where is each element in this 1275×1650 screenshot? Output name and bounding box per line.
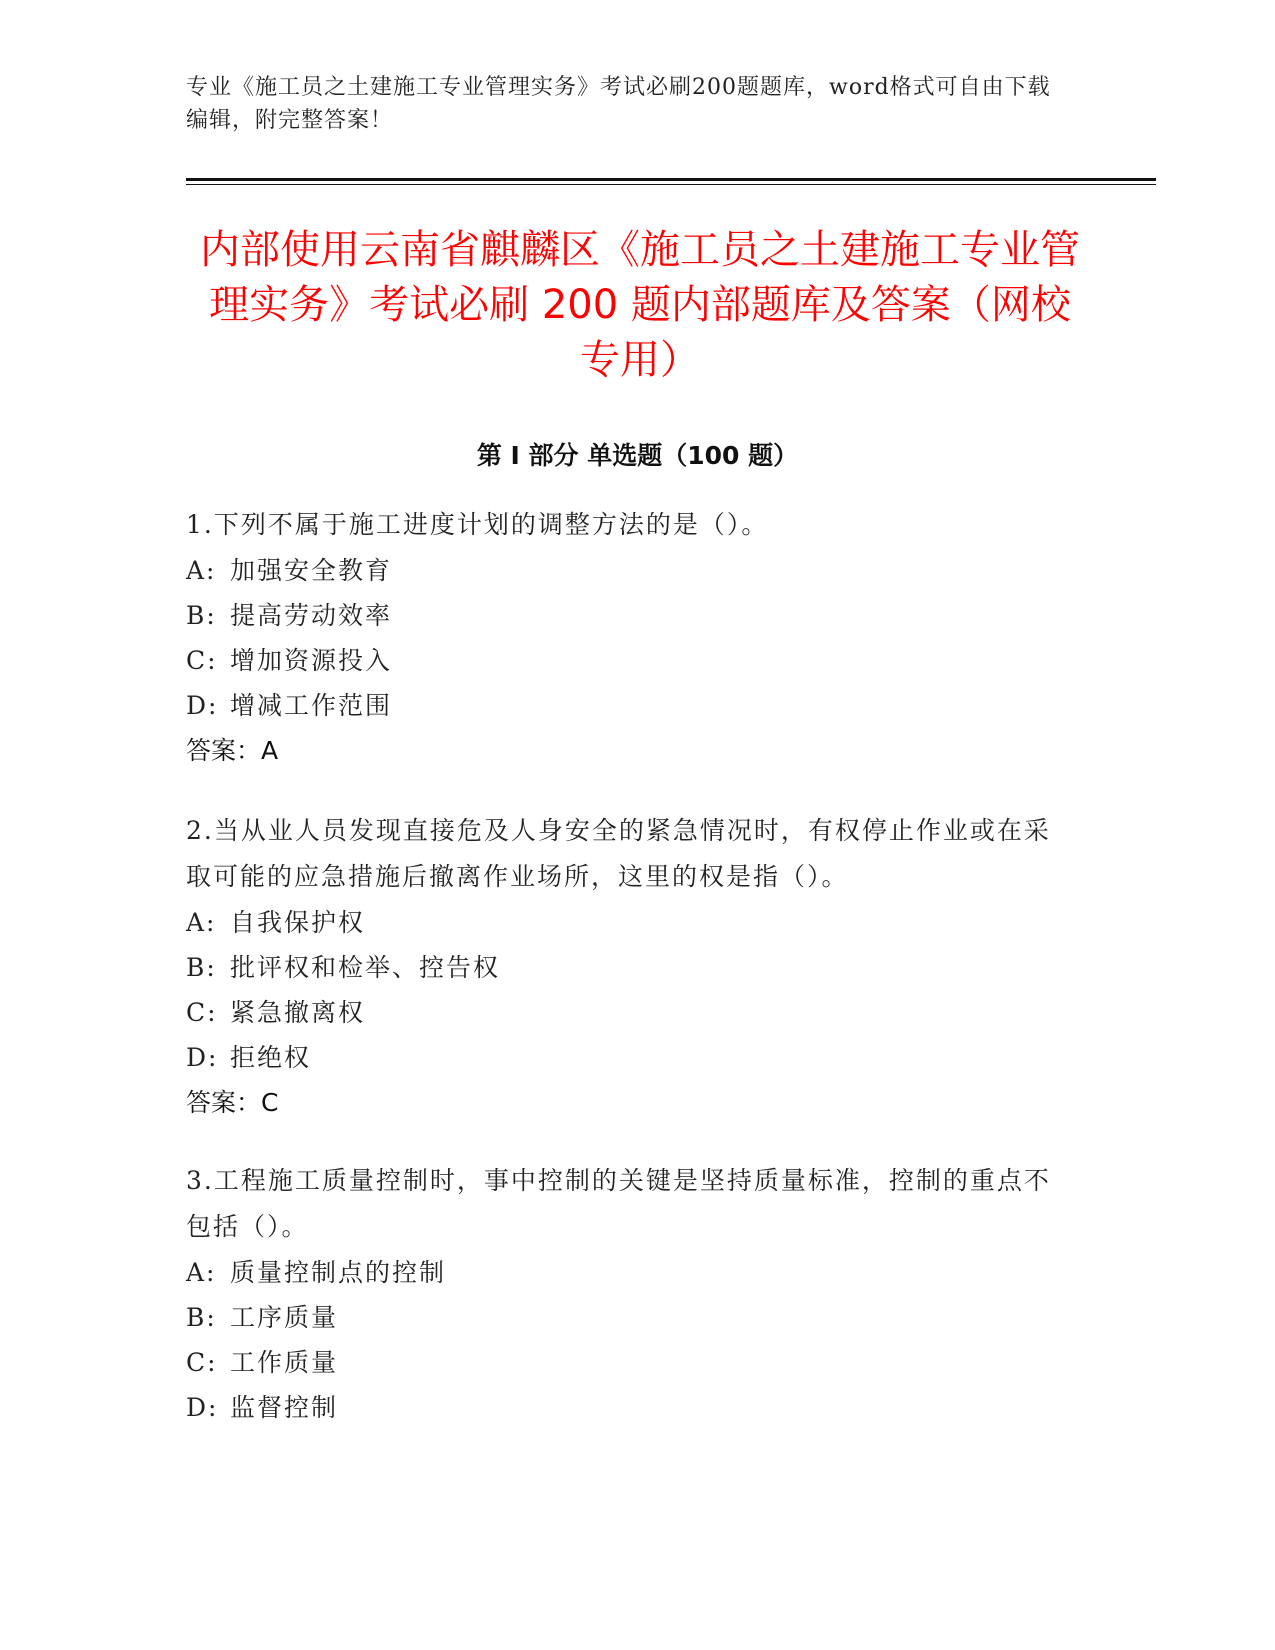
answer-value: C (261, 1088, 279, 1117)
option-d (186, 1035, 1066, 1080)
question-stem (186, 502, 1066, 548)
option-key: B: (186, 1303, 217, 1332)
document-title: 内部使用云南省麒麟区《施工员之土建施工专业管理实务》考试必刷 200 题内部题库及答案（网校专用） (200, 227, 1080, 383)
option-a (186, 900, 1066, 945)
option-text: 提高劳动效率 (230, 601, 393, 630)
question-stem (186, 808, 1066, 900)
option-b (186, 593, 1066, 638)
option-c (186, 990, 1066, 1035)
option-key: A: (186, 908, 217, 937)
answer-value: A (261, 736, 279, 765)
answer-label: 答案： (186, 1088, 262, 1117)
header-divider-thick (186, 178, 1156, 181)
option-text: 批评权和检举、控告权 (230, 953, 501, 982)
option-d (186, 1385, 1066, 1430)
option-text: 加强安全教育 (230, 556, 393, 585)
header-divider-thin (186, 184, 1156, 185)
option-text: 工序质量 (230, 1303, 339, 1332)
question-number: 2. (186, 816, 214, 845)
question-text: 当从业人员发现直接危及人身安全的紧急情况时，有权停止作业或在采取可能的应急措施后撤离作业场所，这里的权是指（）。 (186, 816, 1051, 891)
option-a (186, 548, 1066, 593)
option-b (186, 1295, 1066, 1340)
option-text: 质量控制点的控制 (230, 1258, 447, 1287)
question-3 (186, 1158, 1066, 1430)
option-d (186, 683, 1066, 728)
option-key: D: (186, 1393, 219, 1422)
option-c (186, 638, 1066, 683)
option-key: C: (186, 646, 218, 675)
option-key: D: (186, 691, 219, 720)
option-text: 监督控制 (230, 1393, 339, 1422)
question-2 (186, 808, 1066, 1125)
option-key: B: (186, 601, 217, 630)
option-text: 增减工作范围 (230, 691, 393, 720)
answer-label: 答案： (186, 736, 262, 765)
option-a (186, 1250, 1066, 1295)
question-stem (186, 1158, 1066, 1250)
option-text: 自我保护权 (230, 908, 366, 937)
option-key: A: (186, 556, 217, 585)
question-text: 工程施工质量控制时，事中控制的关键是坚持质量标准，控制的重点不包括（）。 (186, 1166, 1051, 1241)
option-text: 紧急撤离权 (230, 998, 366, 1027)
option-key: B: (186, 953, 217, 982)
question-number: 1. (186, 510, 214, 539)
option-c (186, 1340, 1066, 1385)
option-text: 拒绝权 (230, 1043, 312, 1072)
header-note: 专业《施工员之土建施工专业管理实务》考试必刷200题题库，word格式可自由下载编辑，附完整答案！ (186, 75, 1051, 133)
section-heading: 第 I 部分 单选题（100 题） (476, 441, 799, 470)
answer-line (186, 1080, 1066, 1125)
question-text: 下列不属于施工进度计划的调整方法的是（）。 (213, 510, 769, 539)
question-number: 3. (186, 1166, 214, 1195)
option-key: C: (186, 1348, 218, 1377)
option-text: 工作质量 (230, 1348, 339, 1377)
answer-line (186, 728, 1066, 773)
question-1 (186, 502, 1066, 773)
option-b (186, 945, 1066, 990)
option-text: 增加资源投入 (230, 646, 393, 675)
option-key: D: (186, 1043, 219, 1072)
option-key: C: (186, 998, 218, 1027)
option-key: A: (186, 1258, 217, 1287)
